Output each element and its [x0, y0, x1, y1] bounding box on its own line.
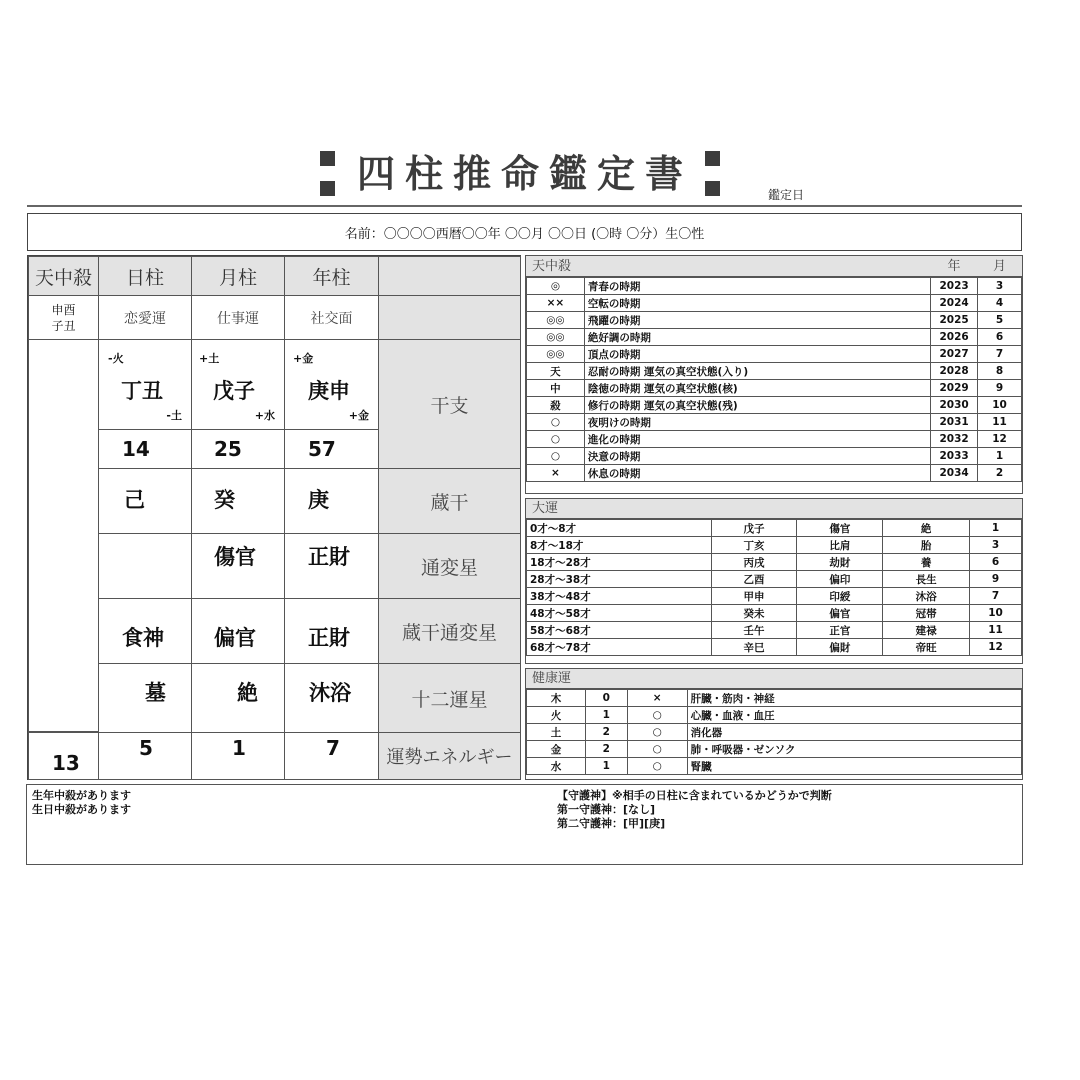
taiun-row-junishi: 長生 [883, 571, 970, 588]
name-line: 名前：〇〇〇〇西暦〇〇年 〇〇月 〇〇日 (〇時 〇分）生〇性 [344, 227, 705, 242]
tenchu-row [527, 397, 1022, 414]
tenchusatsu-value: 申酉 子丑 [28, 295, 99, 340]
tenchu-row-mark: ×× [527, 295, 585, 312]
year-kanshi-cell [284, 339, 379, 430]
tenchu-row-year: 2027 [931, 346, 978, 363]
fortune-love: 恋愛運 [98, 295, 192, 340]
health-row-element: 金 [527, 741, 586, 758]
health-row-mark: ○ [627, 724, 687, 741]
health-row-organs: 肺・呼吸器・ゼンソク [687, 741, 1021, 758]
label-tsuhen: 通変星 [378, 533, 521, 599]
day-junishi: 墓 [145, 681, 166, 705]
taiun-row-kanshi: 壬午 [711, 622, 797, 639]
taiun-row-tsuhen: 比肩 [797, 537, 883, 554]
total-energy: 13 [52, 751, 80, 775]
month-energy: 1 [232, 736, 246, 760]
tenchu-row-year: 2030 [931, 397, 978, 414]
tenchu-row-month: 1 [978, 448, 1022, 465]
name-box [27, 213, 1022, 251]
taiun-row [527, 605, 1022, 622]
tenchu-row-month: 10 [978, 397, 1022, 414]
tenchu-row [527, 329, 1022, 346]
pillars-chart [27, 255, 521, 780]
tenchu-row-mark: ◎ [527, 278, 585, 295]
label-junishi: 十二運星 [378, 663, 521, 733]
taiun-row-tsuhen: 傷官 [797, 520, 883, 537]
title-divider [27, 205, 1022, 207]
taiun-row-junishi: 絶 [883, 520, 970, 537]
day-kanshi: 丁丑 [121, 379, 163, 403]
tenchu-row-mark: × [527, 465, 585, 482]
taiun-rows [526, 519, 1022, 656]
taiun-row-age: 28才〜38才 [527, 571, 712, 588]
health-row [527, 724, 1022, 741]
taiun-row-tsuhen: 偏印 [797, 571, 883, 588]
title-square-icon [705, 181, 720, 196]
day-bottom-sign: -土 [166, 409, 182, 422]
tenchu-row [527, 448, 1022, 465]
health-table [525, 668, 1023, 780]
month-zokan: 癸 [214, 488, 235, 512]
month-zokan-tsuhen-cell [191, 598, 285, 664]
month-zokan-cell [191, 468, 285, 534]
tenchu-row-month: 2 [978, 465, 1022, 482]
health-rows [526, 689, 1022, 775]
tenchu-row-period: 進化の時期 [584, 431, 930, 448]
header-day-pillar: 日柱 [98, 256, 192, 296]
tenchu-row [527, 278, 1022, 295]
year-energy: 7 [326, 736, 340, 760]
day-number: 14 [122, 437, 150, 461]
taiun-row-tsuhen: 正官 [797, 622, 883, 639]
fortune-blank [378, 295, 521, 340]
health-row-count: 1 [585, 707, 627, 724]
tenchu-row-year: 2029 [931, 380, 978, 397]
taiun-row-junishi: 養 [883, 554, 970, 571]
taiun-row-energy: 7 [970, 588, 1022, 605]
first-guardian: 第一守護神：[なし] [557, 803, 656, 816]
tenchu-row [527, 295, 1022, 312]
day-zokan: 己 [124, 488, 145, 512]
taiun-row [527, 520, 1022, 537]
month-kanshi-cell [191, 339, 285, 430]
day-zokan-tsuhen-cell [98, 598, 192, 664]
tenchu-row-year: 2028 [931, 363, 978, 380]
taiun-row-age: 48才〜58才 [527, 605, 712, 622]
title-square-icon [705, 151, 720, 166]
tenchu-row [527, 465, 1022, 482]
taiun-row-junishi: 冠帯 [883, 605, 970, 622]
tenchu-row-year: 2023 [931, 278, 978, 295]
tenchu-row-period: 絶好調の時期 [584, 329, 930, 346]
tenchu-row-mark: ◎◎ [527, 346, 585, 363]
taiun-title: 大運 [526, 499, 1022, 519]
tenchu-row-period: 空転の時期 [584, 295, 930, 312]
tenchu-row-period: 忍耐の時期 運気の真空状態(入り) [584, 363, 930, 380]
month-junishi: 絶 [237, 681, 258, 705]
tenchu-row-mark: ◎◎ [527, 312, 585, 329]
taiun-row-tsuhen: 偏財 [797, 639, 883, 656]
day-tsuhen-cell [98, 533, 192, 599]
health-row-mark: ○ [627, 741, 687, 758]
day-junishi-cell [98, 663, 192, 733]
tenchu-row-month: 7 [978, 346, 1022, 363]
health-title: 健康運 [526, 669, 1022, 689]
taiun-row-energy: 12 [970, 639, 1022, 656]
day-top-sign: -火 [108, 352, 124, 365]
day-zokan-tsuhen: 食神 [122, 626, 164, 650]
taiun-row [527, 622, 1022, 639]
year-number-cell [284, 429, 379, 469]
year-junishi-cell [284, 663, 379, 733]
year-zokan: 庚 [308, 488, 329, 512]
tenchu-row-month: 5 [978, 312, 1022, 329]
tenchu-row-month: 9 [978, 380, 1022, 397]
tenchusatsu-period-table [525, 255, 1023, 494]
tenchu-row-period: 夜明けの時期 [584, 414, 930, 431]
header-month-pillar: 月柱 [191, 256, 285, 296]
tenchu-row-year: 2033 [931, 448, 978, 465]
taiun-row-tsuhen: 偏官 [797, 605, 883, 622]
health-row-element: 水 [527, 758, 586, 775]
taiun-row [527, 571, 1022, 588]
tenchu-row [527, 346, 1022, 363]
tenchu-table-title: 天中殺 [526, 256, 932, 277]
label-kanshi: 干支 [378, 339, 521, 469]
notes-box [26, 784, 1023, 865]
tenchu-row [527, 431, 1022, 448]
tenchu-row [527, 380, 1022, 397]
taiun-row-age: 68才〜78才 [527, 639, 712, 656]
tenchu-row-mark: 天 [527, 363, 585, 380]
year-zokan-cell [284, 468, 379, 534]
second-guardian: 第二守護神：[甲][庚] [557, 817, 666, 830]
month-tsuhen-cell [191, 533, 285, 599]
taiun-row-energy: 1 [970, 520, 1022, 537]
month-energy-cell [191, 732, 285, 780]
taiun-row-age: 0才〜8才 [527, 520, 712, 537]
taiun-row-kanshi: 戊子 [711, 520, 797, 537]
year-tsuhen: 正財 [308, 545, 350, 569]
day-energy: 5 [139, 736, 153, 760]
year-junishi: 沐浴 [309, 681, 351, 705]
taiun-row-age: 58才〜68才 [527, 622, 712, 639]
taiun-row-junishi: 沐浴 [883, 588, 970, 605]
tenchu-row-year: 2032 [931, 431, 978, 448]
total-energy-cell [28, 732, 99, 780]
tenchu-row-year: 2024 [931, 295, 978, 312]
tenchu-row-month: 12 [978, 431, 1022, 448]
tenchu-row-month: 11 [978, 414, 1022, 431]
taiun-row-kanshi: 辛巳 [711, 639, 797, 656]
title-area [0, 146, 1080, 202]
tenchusatsu-column [28, 339, 99, 732]
tenchu-row-mark: ○ [527, 431, 585, 448]
label-energy: 運勢エネルギー [378, 732, 521, 780]
tenchu-month-header: 月 [977, 256, 1022, 277]
year-bottom-sign: +金 [348, 409, 369, 422]
year-energy-cell [284, 732, 379, 780]
page-title: 四柱推命鑑定書 [356, 152, 693, 196]
taiun-row-age: 18才〜28才 [527, 554, 712, 571]
taiun-row-age: 8才〜18才 [527, 537, 712, 554]
appraisal-date-label: 鑑定日 [768, 188, 805, 202]
taiun-row-tsuhen: 劫財 [797, 554, 883, 571]
health-row-count: 0 [585, 690, 627, 707]
health-row [527, 690, 1022, 707]
taiun-row-age: 38才〜48才 [527, 588, 712, 605]
month-number: 25 [214, 437, 242, 461]
taiun-row-energy: 3 [970, 537, 1022, 554]
day-kanshi-cell [98, 339, 192, 430]
health-row-count: 1 [585, 758, 627, 775]
year-zokan-tsuhen-cell [284, 598, 379, 664]
taiun-row-kanshi: 癸未 [711, 605, 797, 622]
tenchu-row-year: 2031 [931, 414, 978, 431]
tenchu-row-period: 青春の時期 [584, 278, 930, 295]
health-row [527, 758, 1022, 775]
tenchu-row-year: 2025 [931, 312, 978, 329]
health-row-organs: 腎臓 [687, 758, 1021, 775]
tenchu-row-month: 4 [978, 295, 1022, 312]
taiun-row-energy: 6 [970, 554, 1022, 571]
month-junishi-cell [191, 663, 285, 733]
header-blank [378, 256, 521, 296]
taiun-table [525, 498, 1023, 664]
health-row-element: 火 [527, 707, 586, 724]
fortune-work: 仕事運 [191, 295, 285, 340]
health-row [527, 707, 1022, 724]
note-left-2: 生日中殺があります [32, 803, 131, 816]
month-number-cell [191, 429, 285, 469]
month-tsuhen: 傷官 [214, 545, 256, 569]
tenchu-row [527, 414, 1022, 431]
taiun-row [527, 639, 1022, 656]
tenchu-row-year: 2026 [931, 329, 978, 346]
tenchu-row-period: 休息の時期 [584, 465, 930, 482]
health-row-mark: × [627, 690, 687, 707]
taiun-row-kanshi: 乙酉 [711, 571, 797, 588]
tenchu-row-mark: ○ [527, 448, 585, 465]
tenchu-row-period: 頂点の時期 [584, 346, 930, 363]
day-number-cell [98, 429, 192, 469]
taiun-row-energy: 9 [970, 571, 1022, 588]
health-row-mark: ○ [627, 707, 687, 724]
tenchu-row-period: 飛躍の時期 [584, 312, 930, 329]
fortune-social: 社交面 [284, 295, 379, 340]
tenchu-row-mark: ◎◎ [527, 329, 585, 346]
taiun-row-tsuhen: 印綬 [797, 588, 883, 605]
tenchu-row-mark: 殺 [527, 397, 585, 414]
title-square-icon [320, 151, 335, 166]
taiun-row-energy: 11 [970, 622, 1022, 639]
month-bottom-sign: +水 [254, 409, 275, 422]
tenchu-row-mark: 中 [527, 380, 585, 397]
month-top-sign: +土 [199, 352, 220, 365]
title-square-icon [320, 181, 335, 196]
health-row-mark: ○ [627, 758, 687, 775]
health-row-count: 2 [585, 724, 627, 741]
tenchu-row-period: 陰徳の時期 運気の真空状態(核) [584, 380, 930, 397]
tenchu-row-period: 修行の時期 運気の真空状態(残) [584, 397, 930, 414]
taiun-row-junishi: 胎 [883, 537, 970, 554]
year-top-sign: +金 [293, 352, 314, 365]
note-left-1: 生年中殺があります [32, 789, 131, 802]
year-tsuhen-cell [284, 533, 379, 599]
tenchu-row-year: 2034 [931, 465, 978, 482]
health-row-organs: 消化器 [687, 724, 1021, 741]
health-row-organs: 肝臓・筋肉・神経 [687, 690, 1021, 707]
tenchu-row-mark: ○ [527, 414, 585, 431]
year-kanshi: 庚申 [308, 379, 350, 403]
taiun-row-kanshi: 丁亥 [711, 537, 797, 554]
tenchu-row [527, 312, 1022, 329]
tenchu-row [527, 363, 1022, 380]
label-zokan: 蔵干 [378, 468, 521, 534]
taiun-row [527, 588, 1022, 605]
health-row-organs: 心臓・血液・血圧 [687, 707, 1021, 724]
tenchu-row-period: 決意の時期 [584, 448, 930, 465]
year-number: 57 [308, 437, 336, 461]
header-tenchusatsu: 天中殺 [28, 256, 99, 296]
taiun-row-energy: 10 [970, 605, 1022, 622]
day-zokan-cell [98, 468, 192, 534]
tenchu-year-header: 年 [931, 256, 978, 277]
label-zokan-tsuhen: 蔵干通変星 [378, 598, 521, 664]
month-zokan-tsuhen: 偏官 [214, 626, 256, 650]
tenchu-row-month: 3 [978, 278, 1022, 295]
health-row [527, 741, 1022, 758]
health-row-element: 土 [527, 724, 586, 741]
tenchu-row-month: 6 [978, 329, 1022, 346]
taiun-row-junishi: 建禄 [883, 622, 970, 639]
tenchu-row-month: 8 [978, 363, 1022, 380]
header-year-pillar: 年柱 [284, 256, 379, 296]
guardian-note: 【守護神】※相手の日柱に含まれているかどうかで判断 [557, 789, 832, 802]
health-row-count: 2 [585, 741, 627, 758]
taiun-row [527, 537, 1022, 554]
health-row-element: 木 [527, 690, 586, 707]
month-kanshi: 戊子 [213, 379, 255, 403]
day-energy-cell [98, 732, 192, 780]
taiun-row-kanshi: 甲申 [711, 588, 797, 605]
taiun-row-kanshi: 丙戌 [711, 554, 797, 571]
taiun-row [527, 554, 1022, 571]
year-zokan-tsuhen: 正財 [308, 626, 350, 650]
tenchu-rows [526, 277, 1022, 482]
taiun-row-junishi: 帝旺 [883, 639, 970, 656]
